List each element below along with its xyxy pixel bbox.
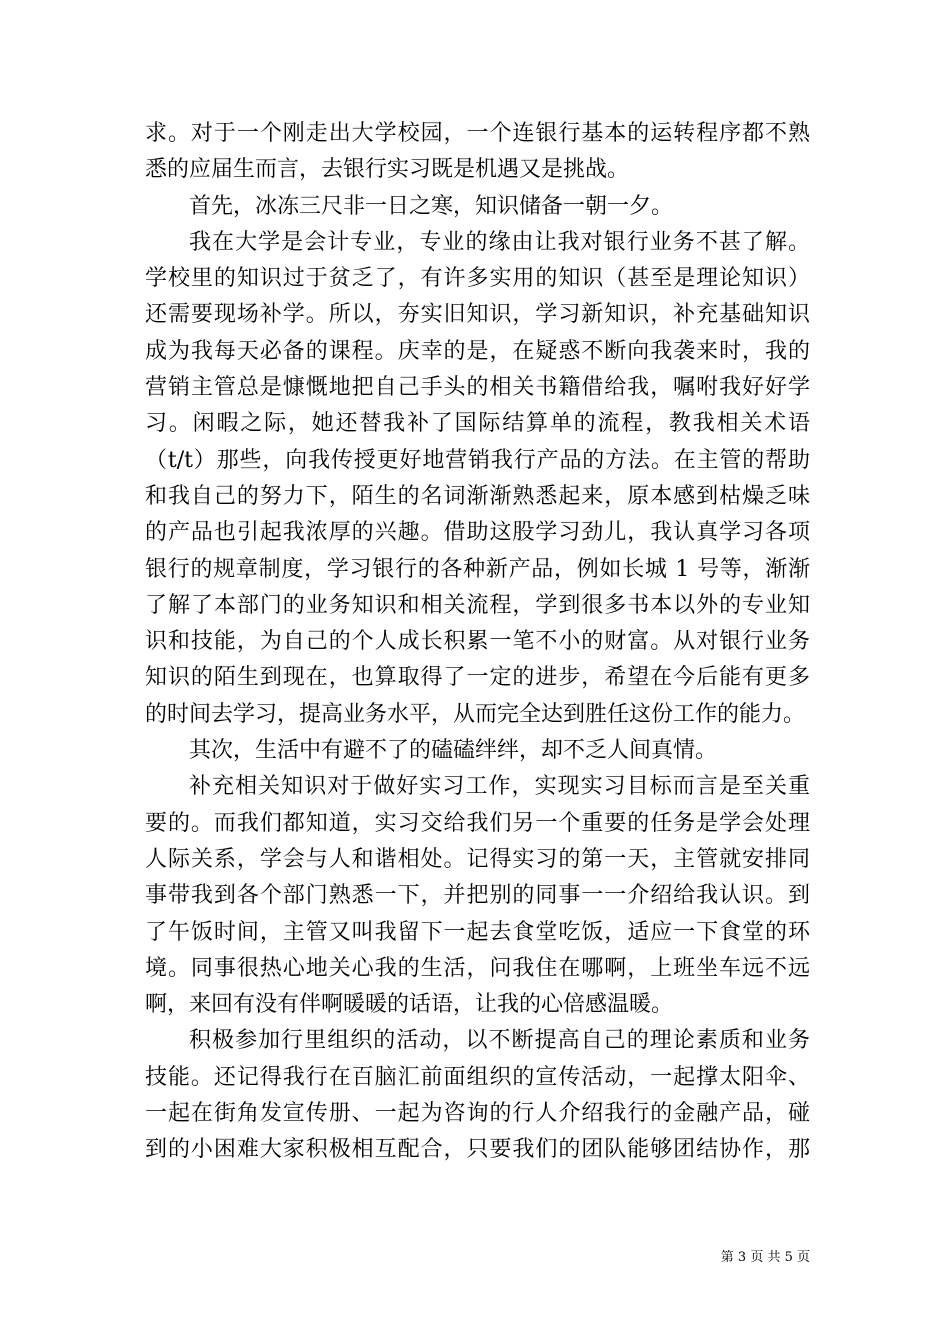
text-line: 一起在街角发宣传册、一起为咨询的行人介绍我行的金融产品，碰 <box>145 1101 810 1127</box>
text-line: 和我自己的努力下，陌生的名词渐渐熟悉起来，原本感到枯燥乏味 <box>145 483 810 509</box>
text-line: 还需要现场补学。所以，夯实旧知识，学习新知识，补充基础知识 <box>145 302 810 328</box>
page-number-footer <box>721 1246 810 1265</box>
text-line: 知识的陌生到现在，也算取得了一定的进步，希望在今后能有更多 <box>145 665 810 691</box>
text-line: 要的。而我们都知道，实习交给我们另一个重要的任务是学会处理 <box>145 810 810 836</box>
text-line: 积极参加行里组织的活动，以不断提高自己的理论素质和业务 <box>189 1028 810 1054</box>
text-line: 识和技能，为自己的个人成长积累一笔不小的财富。从对银行业务 <box>145 629 810 655</box>
text-line: 了解了本部门的业务知识和相关流程，学到很多书本以外的专业知 <box>145 592 810 618</box>
text-line: 求。对于一个刚走出大学校园，一个连银行基本的运转程序都不熟 <box>145 121 810 146</box>
text-line: 首先，冰冻三尺非一日之寒，知识储备一朝一夕。 <box>189 193 674 219</box>
text-line: 营销主管总是慷慨地把自己手头的相关书籍借给我，嘱咐我好好学 <box>145 375 810 401</box>
text-line: 学校里的知识过于贫乏了，有许多实用的知识（甚至是理论知识） <box>145 266 810 292</box>
text-line: 境。同事很热心地关心我的生活，问我住在哪啊，上班坐车远不远 <box>145 955 810 981</box>
text-line: 成为我每天必备的课程。庆幸的是，在疑惑不断向我袭来时，我的 <box>145 338 810 364</box>
text-line: 习。闲暇之际，她还替我补了国际结算单的流程，教我相关术语 <box>145 411 810 437</box>
text-line: 我在大学是会计专业，专业的缘由让我对银行业务不甚了解。 <box>189 229 810 255</box>
text-line: （t/t）那些，向我传授更好地营销我行产品的方法。在主管的帮助 <box>145 447 810 473</box>
text-line: 的产品也引起我浓厚的兴趣。借助这股学习劲儿，我认真学习各项 <box>145 520 810 546</box>
text-line: 了午饭时间，主管又叫我留下一起去食堂吃饭，适应一下食堂的环 <box>145 919 810 945</box>
text-line: 人际关系，学会与人和谐相处。记得实习的第一天，主管就安排同 <box>145 846 810 872</box>
text-line: 技能。还记得我行在百脑汇前面组织的宣传活动，一起撑太阳伞、 <box>145 1064 810 1090</box>
text-line: 其次，生活中有避不了的磕磕绊绊，却不乏人间真情。 <box>189 738 718 764</box>
text-line: 悉的应届生而言，去银行实习既是机遇又是挑战。 <box>145 157 630 183</box>
text-line: 银行的规章制度，学习银行的各种新产品，例如长城 1 号等，渐渐 <box>145 556 810 582</box>
text-line: 的时间去学习，提高业务水平，从而完全达到胜任这份工作的能力。 <box>145 701 806 727</box>
text-line: 到的小困难大家积极相互配合，只要我们的团队能够团结协作，那 <box>145 1137 810 1163</box>
document-body <box>145 116 810 1169</box>
page-number-label: 第 3 页 共 5 页 <box>720 1250 810 1265</box>
text-line: 补充相关知识对于做好实习工作，实现实习目标而言是至关重 <box>189 774 810 800</box>
text-line: 事带我到各个部门熟悉一下，并把别的同事一一介绍给我认识。到 <box>145 883 810 909</box>
text-line: 啊，来回有没有伴啊暖暖的话语，让我的心倍感温暖。 <box>145 992 674 1018</box>
